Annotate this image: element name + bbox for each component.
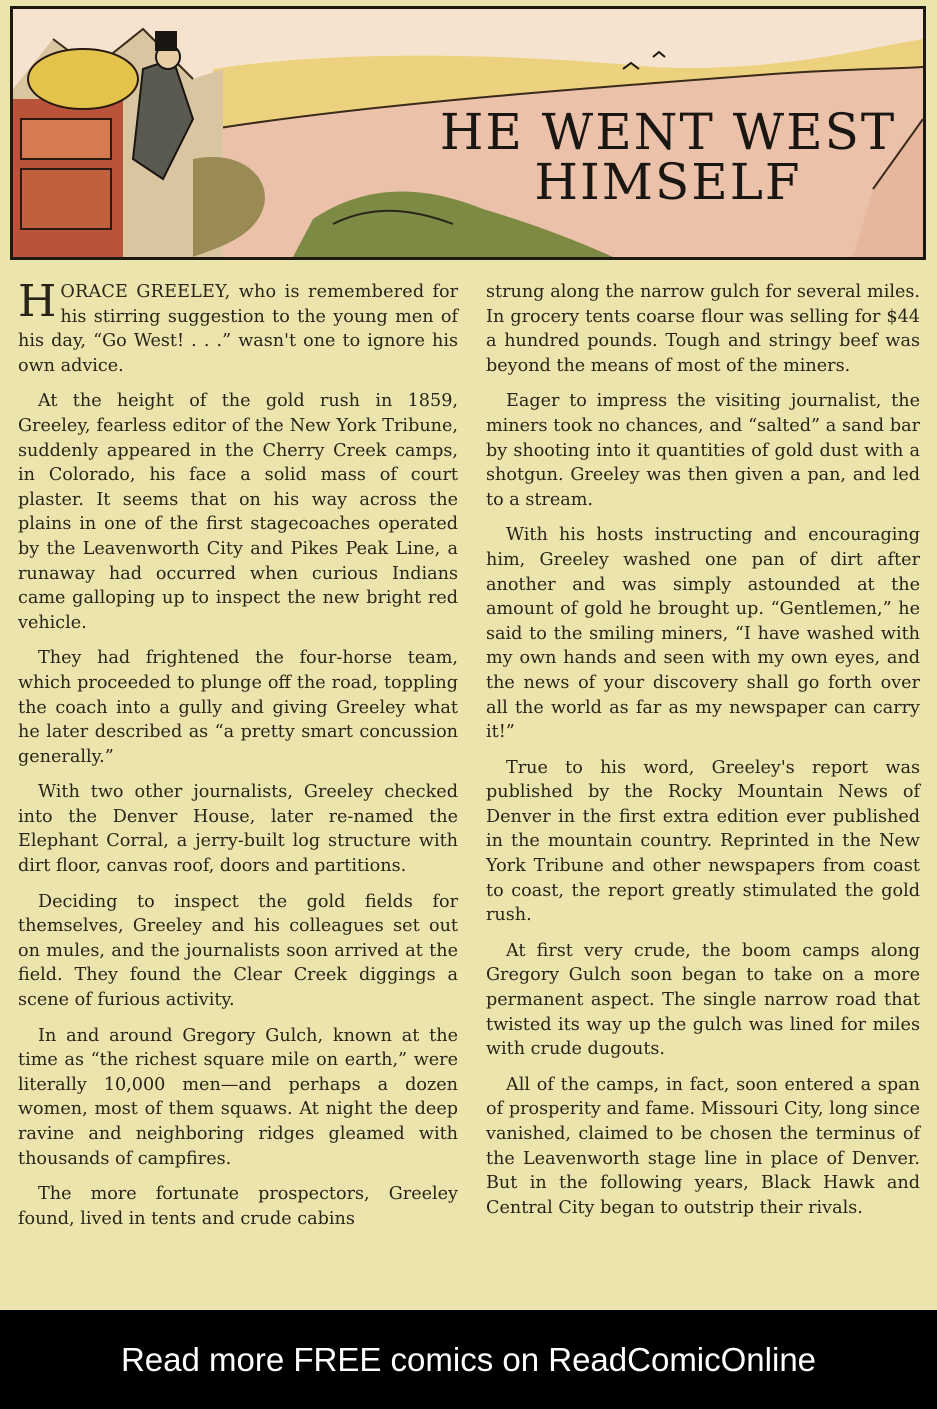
paragraph-10: With his hosts instructing and encouraging him, Greeley washed one pan of dirt after another and was simply astounded at the amount of gold he brought up. “Gentlemen,” he said to the smiling miners, “I have washed with my own hands and seen with my own eyes, and the news of your discovery shall go forth over all the world as far as my newspaper can carry it!” [486, 525, 920, 743]
paragraph-1 [18, 276, 459, 378]
paragraph-4: With two other journalists, Greeley checked into the Denver House, later re-named the Elephant Corral, a jerry-built log structure with dirt floor, canvas roof, doors and partitions. [18, 782, 458, 877]
paragraph-1-body: for his stirring suggestion to the young men of his day, “Go West! . . .” wasn't one to ignore his own advice. [18, 282, 459, 376]
paragraph-7: The more fortunate prospectors, Greeley found, lived in tents and crude cabins [18, 1184, 458, 1229]
paragraph-2: At the height of the gold rush in 1859, Greeley, fearless editor of the New York Tribune, suddenly appeared in the Cherry Creek camps, in Colorado, his face a solid mass of court plaster. It seems that on his way across the plains in one of the first stagecoaches operated by the Leavenworth City and Pikes Peak Line, a runaway had occurred when curious Indians came galloping up to inspect the new bright red vehicle. [18, 391, 458, 633]
paragraph-5: Deciding to inspect the gold fields for themselves, Greeley and his colleagues set out on mules, and the journalists soon arrived at the field. They found the Clear Creek diggings a scene of furious activity. [18, 891, 458, 1011]
promo-banner-link[interactable]: Read more FREE comics on ReadComicOnline [0, 1310, 937, 1409]
paragraph-9: Eager to impress the visiting journalist, the miners took no chances, and “salted” a sand bar by shooting into it quantities of gold dust with a shotgun. Greeley was then given a pan, and led to a stream. [486, 391, 920, 510]
left-text-column [18, 276, 459, 1242]
paragraph-12: At first very crude, the boom camps along Gregory Gulch soon began to take on a more permanent aspect. The single narrow road that twisted its way up the gulch was lined for miles with crude dugouts. [486, 940, 920, 1060]
title-panel [10, 6, 926, 260]
paragraph-6: In and around Gregory Gulch, known at the time as “the richest square mile on earth,” were literally 10,000 men—and perhaps a dozen women, most of them squaws. At night the deep ravine and neighboring ridges gleamed with thousands of campfires. [18, 1025, 458, 1169]
paragraph-8: strung along the narrow gulch for several miles. In grocery tents coarse flour was selling for $44 a hundred pounds. Tough and stringy beef was beyond the means of most of the miners. [486, 282, 920, 376]
lead-in: ORACE GREELEY, who is remembered [60, 282, 425, 302]
paragraph-13: All of the camps, in fact, soon entered a span of prosperity and fame. Missouri City, long since vanished, claimed to be chosen the terminus of the Leavenworth stage line in place of Denver. But in the following years, Black Hawk and Central City began to outstrip their rivals. [486, 1074, 920, 1218]
right-text-column [486, 280, 920, 1231]
story-title-line2: HIMSELF [534, 153, 802, 211]
drop-cap: H [18, 276, 57, 327]
story-title [433, 103, 903, 211]
story-title-line1: HE WENT WEST [439, 103, 897, 161]
paragraph-11: True to his word, Greeley's report was published by the Rocky Mountain News of Denver in the first extra edition ever published in the mountain country. Reprinted in the New York Tribune and other newspapers from coast to coast, the report greatly stimulated the gold rush. [486, 757, 920, 926]
paragraph-3: They had frightened the four-horse team, which proceeded to plunge off the road, toppling the coach into a gully and giving Greeley what he later described as “a pretty smart concussion generally.” [18, 648, 458, 767]
